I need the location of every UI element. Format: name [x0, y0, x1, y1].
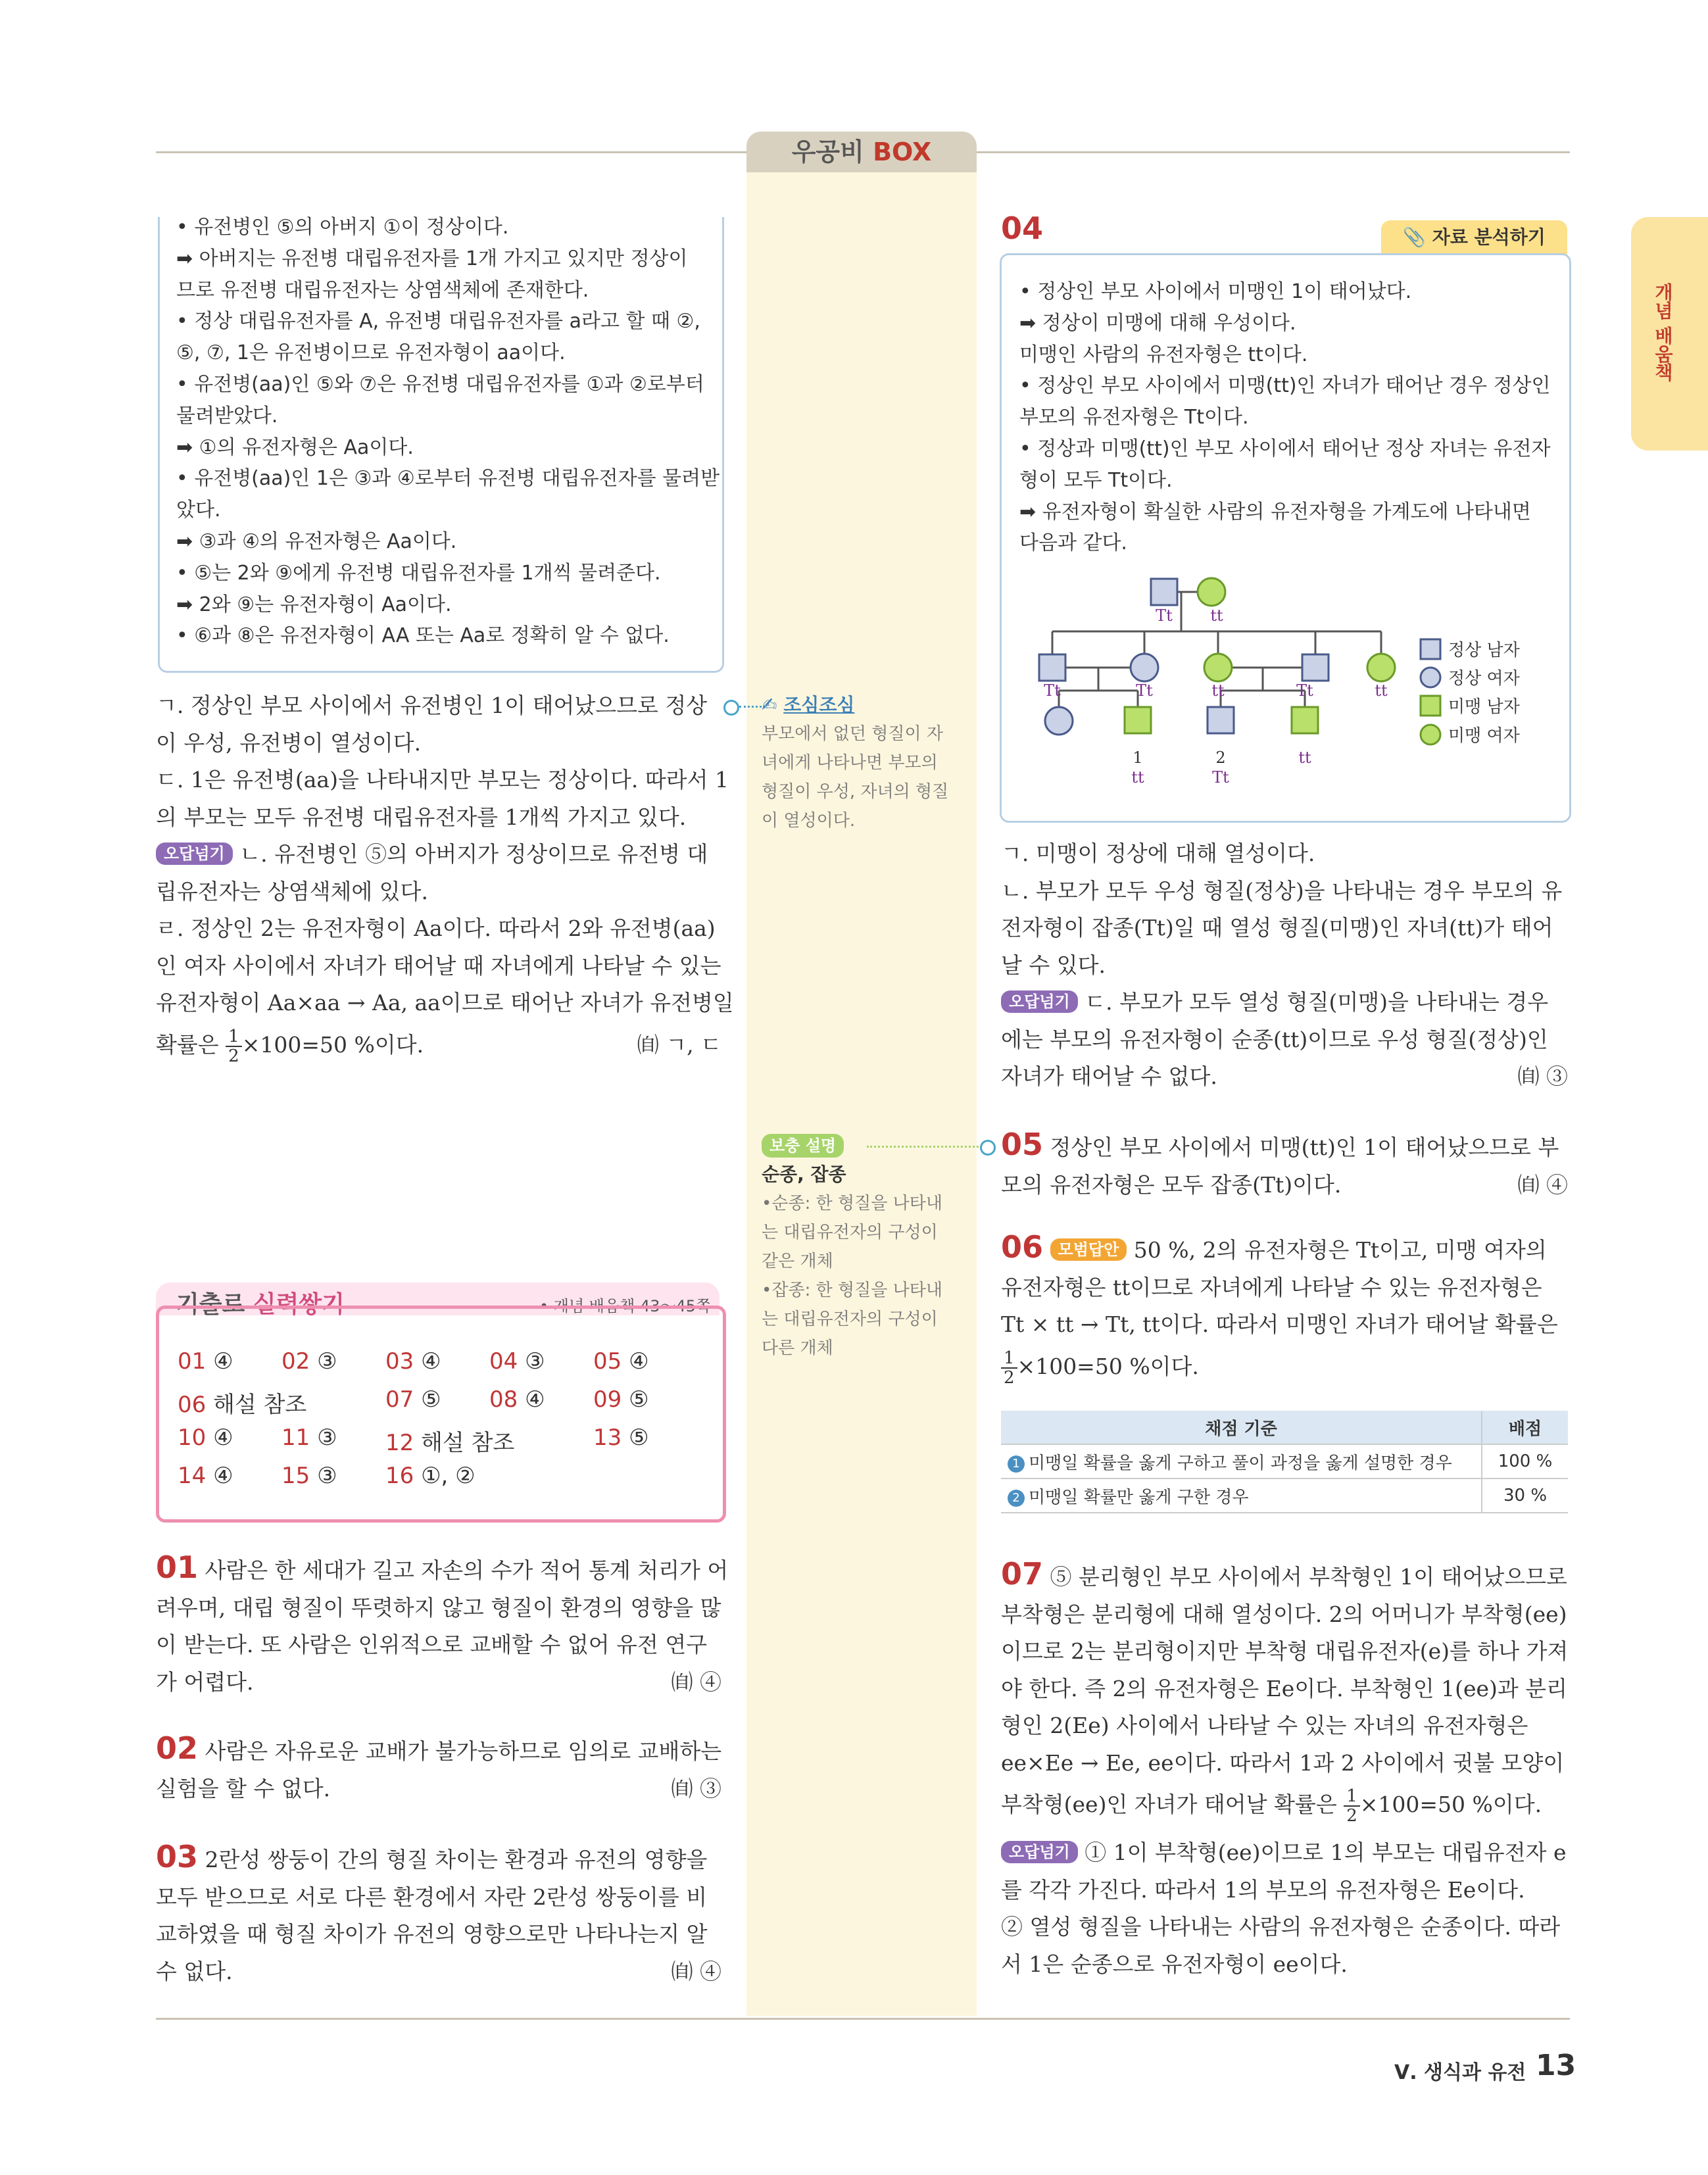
- svg-text:미맹 남자: 미맹 남자: [1448, 697, 1520, 717]
- answer-num: 02: [281, 1348, 310, 1375]
- note-line: 녀에게 나타나면 부모의: [762, 753, 938, 773]
- answer-num: 03: [385, 1348, 414, 1375]
- question-02: 02 사람은 자유로운 교배가 불가능하므로 임의로 교배하는 실험을 할 수 없다. ㉂ ③: [156, 1730, 721, 1807]
- answer-mark: ㉂ ④: [1517, 1171, 1568, 1198]
- answer-num: 06: [178, 1392, 207, 1418]
- question-number: 05: [1001, 1127, 1044, 1162]
- practice-ref: • 개념 배움책 43～45쪽: [539, 1297, 712, 1315]
- answer-mark: ㉂ ③: [1517, 1063, 1568, 1089]
- table-row: 2 미맹일 확률만 옳게 구한 경우 30 %: [1001, 1479, 1568, 1513]
- question-05: 05 정상인 부모 사이에서 미맹(tt)인 1이 태어났으므로 부 모의 유전자형은 모두 잡종(Tt)이다. ㉂ ④: [1001, 1126, 1568, 1204]
- answer-num: 15: [281, 1463, 310, 1489]
- list-item: • 유전병(aa)인 1은 ③과 ④로부터 유전병 대립유전자를 물려받: [176, 467, 720, 491]
- svg-text:정상 남자: 정상 남자: [1448, 641, 1520, 660]
- note-line: 부모에서 없던 형질이 자: [762, 724, 943, 744]
- svg-text:tt: tt: [1375, 681, 1388, 700]
- answer-line: 확률은: [156, 1031, 219, 1058]
- data-analysis-tag: 📎 자료 분석하기: [1381, 220, 1567, 255]
- note-line: 형질이 우성, 자녀의 형질: [762, 782, 949, 802]
- list-item: 물려받았다.: [176, 404, 278, 428]
- question-number: 07: [1001, 1556, 1044, 1592]
- answer-line: 인 여자 사이에서 자녀가 태어날 때 자녀에게 나타날 수 있는: [156, 952, 721, 979]
- question-06: 06 모범답안 50 %, 2의 유전자형은 Tt이고, 미맹 여자의 유전자형은 tt이므로 자녀에게 나타날 수 있는 유전자형은 Tt × tt → Tt, tt이다. 따라서 미맹인 자녀가 태어날 확률은 $\frac{1}{2}$ ×100=50 %이다.: [1001, 1229, 1558, 1388]
- answer-num: 13: [593, 1425, 622, 1451]
- list-item: • 정상 대립유전자를 A, 유전병 대립유전자를 a라고 할 때 ②,: [176, 310, 700, 333]
- svg-text:tt: tt: [1298, 748, 1311, 767]
- pedigree-diagram: [1026, 566, 1552, 802]
- question-number: 03: [156, 1839, 199, 1874]
- connector-line: [867, 1146, 979, 1148]
- svg-text:미맹 여자: 미맹 여자: [1448, 726, 1520, 746]
- list-item: ⑤, ⑦, 1은 유전병이므로 유전자형이 aa이다.: [176, 341, 566, 365]
- connector-dot: [723, 700, 739, 716]
- answer-mark: ㉂ ㄱ, ㄷ: [637, 1031, 721, 1058]
- footer-chapter: Ⅴ. 생식과 유전: [1394, 2061, 1526, 2084]
- page-number: 13: [1536, 2049, 1576, 2082]
- box-tab: 우공비 BOX: [746, 132, 977, 172]
- answer-num: 08: [489, 1386, 518, 1413]
- table-header: 채점 기준: [1001, 1411, 1482, 1444]
- note-title: 조심조심: [783, 694, 855, 716]
- answer-num: 12: [385, 1430, 414, 1456]
- note-line: 는 대립유전자의 구성이: [762, 1309, 938, 1329]
- svg-text:tt: tt: [1210, 606, 1223, 625]
- answer-num: 11: [281, 1425, 310, 1451]
- question-number: 04: [1001, 210, 1044, 246]
- question-04-answer: ㄱ. 미맹이 정상에 대해 열성이다. ㄴ. 부모가 모두 우성 형질(정상)을 나타내는 경우 부모의 유 전자형이 잡종(Tt)일 때 열성 형질(미맹)인 자녀(tt)가 태어 날 수 있다. 오답넘기 ㄷ. 부모가 모두 열성 형질(미맹)을 나타내는 경우 에는 부모의 유전자형이 순종(tt)이므로 우성 형질(정상)인 자녀가 태어날 수 없다. ㉂ ③: [1001, 835, 1568, 1096]
- question-number: 02: [156, 1730, 199, 1766]
- answer-line: 유전자형이 Aa×aa → Aa, aa이므로 태어난 자녀가 유전병일: [156, 990, 734, 1015]
- note-subtitle: 순종, 잡종: [762, 1163, 846, 1185]
- side-note-caution: [762, 691, 979, 835]
- list-item: ➡ ①의 유전자형은 Aa이다.: [176, 435, 414, 459]
- question-number: 01: [156, 1550, 199, 1585]
- svg-text:Tt: Tt: [1296, 681, 1313, 700]
- wrong-answer-tag: 오답넘기: [1001, 1841, 1078, 1863]
- answer-num: 04: [489, 1348, 518, 1375]
- svg-text:2: 2: [1215, 748, 1226, 767]
- model-answer-tag: 모범답안: [1050, 1238, 1127, 1261]
- list-item: • ⑤는 2와 ⑨에게 유전병 대립유전자를 1개씩 물려준다.: [176, 561, 661, 585]
- svg-text:Tt: Tt: [1044, 681, 1061, 700]
- practice-answers: 01 ④ 02 ③ 03 ④ 04 ③ 05 ④ 06 해설 참조 07 ⑤ 08 ④ 09 ⑤ 10 ④ 11 ③ 12 해설 참조 13 ⑤ 14 ④ 15 ③ 16 ①, ②: [178, 1348, 649, 1489]
- svg-text:정상 여자: 정상 여자: [1448, 669, 1520, 689]
- fraction: $\frac{1}{2}$: [226, 1027, 242, 1065]
- question-07: 07 ⑤ 분리형인 부모 사이에서 부착형인 1이 태어났으므로 부착형은 분리형에 대해 열성이다. 2의 어머니가 부착형(ee) 이므로 2는 분리형이지만 부착형 대립유전자(e)를 하나 가져 야 한다. 즉 2의 유전자형은 Ee이다. 부착형인 1(ee)과 분리 형인 2(Ee) 사이에서 나타날 수 있는 자녀의 유전자형은 ee×Ee → Ee, ee이다. 따라서 1과 2 사이에서 귓불 모양이 부착형(ee)인 자녀가 태어날 확률은 $\frac{1}{2}$ ×100=50 %이다. 오답넘기 ① 1이 부착형(ee)이므로 1의 부모는 대립유전자 e 를 각각 가진다. 따라서 1의 부모의 유전자형은 Ee이다. ② 열성 형질을 나타내는 사람의 유전자형은 순종이다. 따라 서 1은 순종으로 유전자형이 ee이다.: [1001, 1556, 1569, 1977]
- fraction: $\frac{1}{2}$: [1001, 1349, 1017, 1387]
- answer-num: 09: [593, 1386, 622, 1413]
- question-03: 03 2란성 쌍둥이 간의 형질 차이는 환경과 유전의 영향을 모두 받으므로 서로 다른 환경에서 자란 2란성 쌍둥이를 비 교하였을 때 형질 차이가 유전의 영향으로만 나타나는지 알 수 없다. ㉂ ④: [156, 1838, 721, 1990]
- wrong-answer-tag: 오답넘기: [156, 843, 233, 865]
- answer-line: ×100=50 %이다.: [241, 1031, 424, 1058]
- list-item: 므로 유전병 대립유전자는 상염색체에 존재한다.: [176, 278, 589, 302]
- note-title: 보충 설명: [762, 1134, 844, 1158]
- caution-icon: ✍: [762, 694, 777, 716]
- wrong-answer-tag: 오답넘기: [1001, 990, 1078, 1013]
- answer-line: ㄹ. 정상인 2는 유전자형이 Aa이다. 따라서 2와 유전병(aa): [156, 916, 716, 941]
- question-number: 06: [1001, 1229, 1044, 1265]
- answer-mark: ㉂ ④: [671, 1958, 721, 1984]
- note-line: 같은 개체: [762, 1252, 833, 1271]
- answer-mark: ㉂ ③: [671, 1775, 721, 1801]
- side-tab-label: 개념 배움책: [1652, 283, 1674, 381]
- note-line: 다른 개체: [762, 1338, 833, 1358]
- note-line: •잡종: 한 형질을 나타내: [762, 1281, 942, 1300]
- practice-title: 기출로 실력쌓기: [176, 1291, 345, 1318]
- svg-text:Tt: Tt: [1136, 681, 1153, 700]
- grading-table: [1001, 1411, 1568, 1513]
- connector-dot: [980, 1140, 996, 1156]
- answer-num: 16: [385, 1463, 414, 1489]
- svg-text:1: 1: [1133, 748, 1143, 767]
- table-header: 배점: [1482, 1411, 1568, 1444]
- clip-icon: 📎: [1403, 226, 1427, 248]
- answer-line: ㄱ. 정상인 부모 사이에서 유전병인 1이 태어났으므로 정상: [156, 693, 708, 718]
- note-line: 는 대립유전자의 구성이: [762, 1223, 938, 1242]
- answer-line: 립유전자는 상염색체에 있다.: [156, 878, 429, 904]
- list-item: ➡ 2와 ⑨는 유전자형이 Aa이다.: [176, 593, 452, 616]
- list-item: • 유전병인 ⑤의 아버지 ①이 정상이다.: [176, 216, 509, 239]
- answer-num: 05: [593, 1348, 622, 1375]
- svg-text:Tt: Tt: [1156, 606, 1173, 625]
- data-analysis-list: • 정상인 부모 사이에서 미맹인 1이 태어났다. ➡ 정상이 미맹에 대해 우성이다. 미맹인 사람의 유전자형은 tt이다. • 정상인 부모 사이에서 미맹(tt)인 자녀가 태어난 경우 정상인 부모의 유전자형은 Tt이다. • 정상과 미맹(tt)인 부모 사이에서 태어난 정상 자녀는 유전자 형이 모두 Tt이다. ➡ 유전자형이 확실한 사람의 유전자형을 가계도에 나타내면 다음과 같다.: [1019, 280, 1551, 555]
- svg-text:tt: tt: [1131, 768, 1144, 787]
- explanation-list: [176, 212, 720, 652]
- list-item: • ⑥과 ⑧은 유전자형이 AA 또는 Aa로 정확히 알 수 없다.: [176, 624, 670, 648]
- question-01: 01 사람은 한 세대가 길고 자손의 수가 적어 통계 처리가 어 려우며, 대립 형질이 뚜렷하지 않고 형질이 환경의 영향을 많 이 받는다. 또 사람은 인위적으로 교배할 수 없어 유전 연구 가 어렵다. ㉂ ④: [156, 1549, 721, 1701]
- list-item: • 유전병(aa)인 ⑤와 ⑦은 유전병 대립유전자를 ①과 ②로부터: [176, 372, 704, 396]
- note-line: 이 열성이다.: [762, 811, 856, 831]
- answer-line: ㄴ. 유전병인 ⑤의 아버지가 정상이므로 유전병 대: [239, 841, 708, 867]
- fraction: $\frac{1}{2}$: [1344, 1787, 1360, 1825]
- answer-line: ㄷ. 1은 유전병(aa)을 나타내지만 부모는 정상이다. 따라서 1: [156, 767, 729, 793]
- answer-num: 10: [178, 1425, 207, 1451]
- list-item: 았다.: [176, 499, 221, 522]
- answer-num: 07: [385, 1386, 414, 1413]
- side-note-supplement: [762, 1131, 972, 1363]
- answer-mark: ㉂ ④: [671, 1669, 721, 1695]
- list-item: ➡ ③과 ④의 유전자형은 Aa이다.: [176, 529, 457, 553]
- answer-num: 01: [178, 1348, 207, 1375]
- table-row: 1 미맹일 확률을 옳게 구하고 풀이 과정을 옳게 설명한 경우 100 %: [1001, 1444, 1568, 1479]
- center-column: [746, 161, 977, 2016]
- answer-line: 이 우성, 유전병이 열성이다.: [156, 729, 422, 756]
- answer-explanation: [156, 687, 734, 1068]
- list-item: ➡ 아버지는 유전병 대립유전자를 1개 가지고 있지만 정상이: [176, 247, 688, 270]
- bottom-rule: [156, 2018, 1570, 2020]
- answer-num: 14: [178, 1463, 207, 1489]
- svg-text:tt: tt: [1211, 681, 1225, 700]
- note-line: •순종: 한 형질을 나타내: [762, 1194, 942, 1213]
- svg-text:Tt: Tt: [1212, 768, 1229, 787]
- answer-line: 의 부모는 모두 유전병 대립유전자를 1개씩 가지고 있다.: [156, 804, 687, 830]
